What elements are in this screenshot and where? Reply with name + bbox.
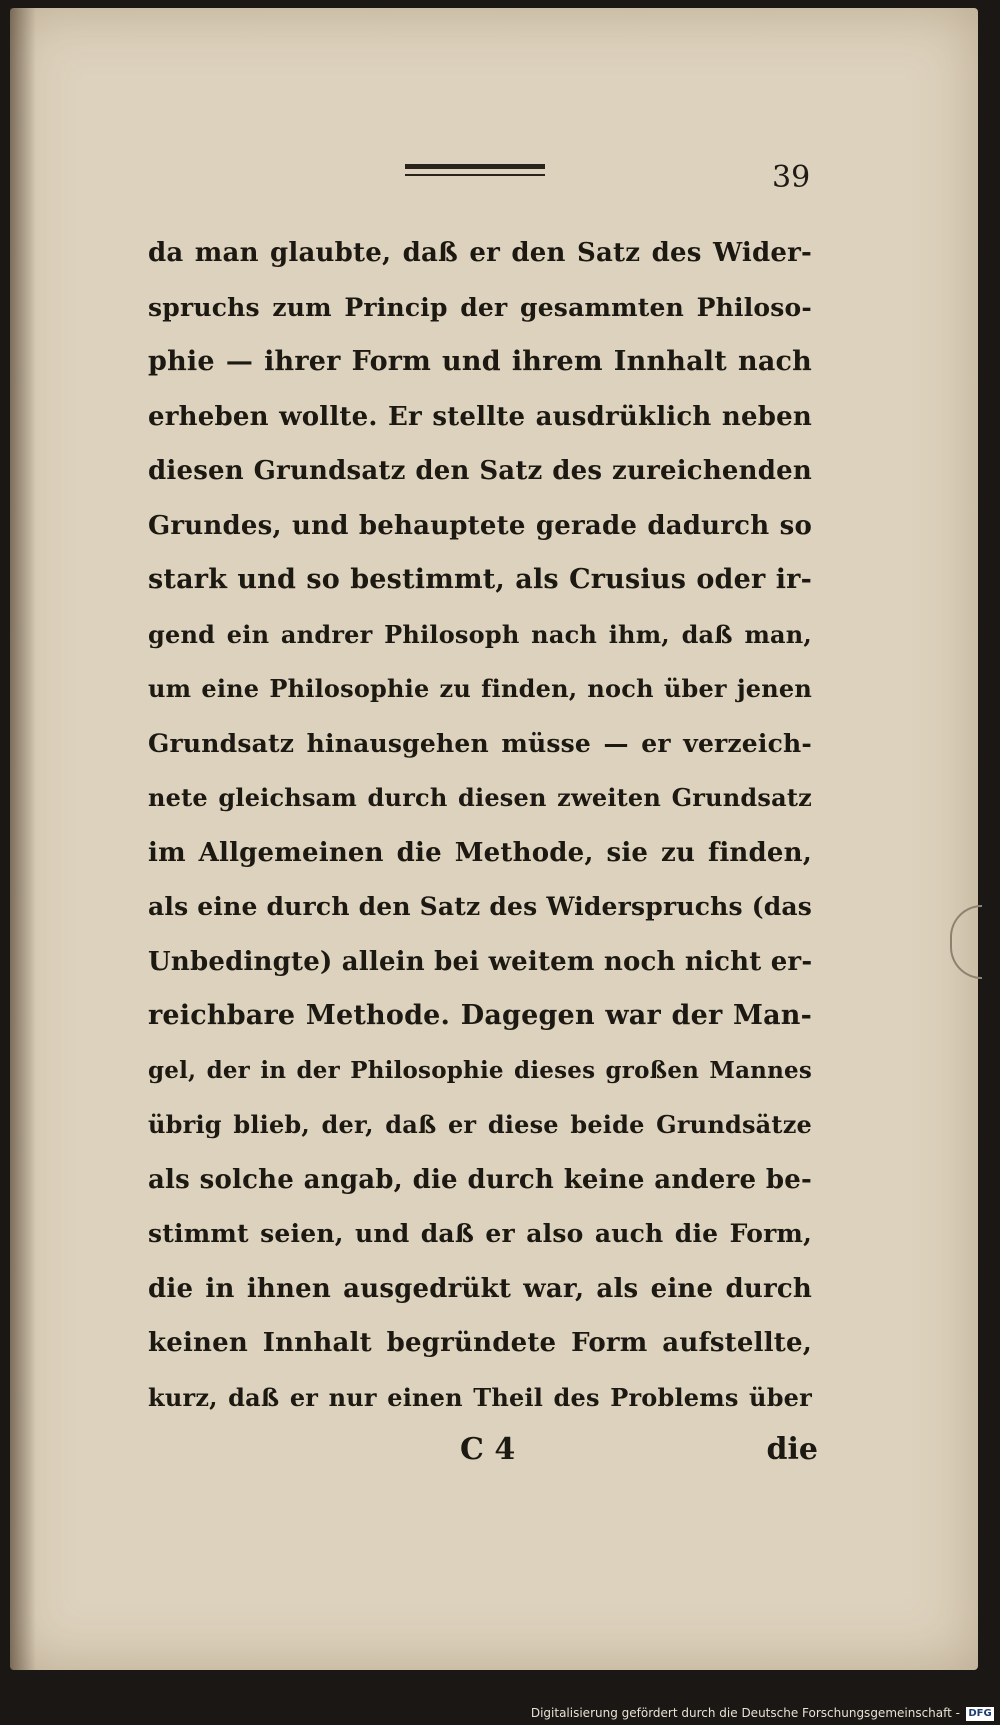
text-line: gend ein andrer Philosoph nach ihm, daß man, [148,619,812,649]
page-footer [148,1432,818,1482]
text-line: keinen Innhalt begründete Form aufstellte, [148,1328,812,1358]
text-line: stark und so bestimmt, als Crusius oder ir- [148,564,812,595]
text-line: da man glaubte, daß er den Satz des Wider- [148,238,812,268]
catchword: die [766,1432,818,1467]
text-line: phie — ihrer Form und ihrem Innhalt nach [148,346,812,377]
text-line: diesen Grundsatz den Satz des zureichenden [148,456,812,486]
text-line: kurz, daß er nur einen Theil des Problems über [148,1382,812,1412]
text-line: reichbare Methode. Dagegen war der Man- [148,1000,812,1031]
page-number: 39 [772,160,811,195]
digitization-credit: Digitalisierung gefördert durch die Deutsche Forschungsgemeinschaft - [530,1706,960,1720]
text-line: die in ihnen ausgedrükt war, als eine durch [148,1273,812,1304]
text-line: Unbedingte) allein bei weitem noch nicht er- [148,946,813,977]
text-line: nete gleichsam durch diesen zweiten Grundsatz [148,783,812,812]
text-line: spruchs zum Princip der gesammten Philoso- [148,292,812,322]
dfg-logo: DFG [966,1707,994,1721]
text-line: Grundsatz hinausgehen müsse — er verzeich- [148,728,812,758]
signature-mark: C 4 [460,1432,516,1467]
header-ornament [405,164,545,176]
text-line: als solche angab, die durch keine andere be- [148,1164,812,1195]
text-line: um eine Philosophie zu finden, noch über jenen [148,674,812,703]
text-line: gel, der in der Philosophie dieses großen Mannes [148,1056,812,1084]
text-line: erheben wollte. Er stellte ausdrüklich neben [148,401,812,432]
text-line: als eine durch den Satz des Widerspruchs (das [148,892,813,921]
text-line: Grundes, und behauptete gerade dadurch so [148,510,812,541]
body-text [148,226,812,1425]
text-line: stimmt seien, und daß er also auch die Form, [148,1219,812,1248]
spine-shadow [10,8,36,1670]
text-line: übrig blieb, der, daß er diese beide Grundsätze [148,1110,812,1139]
text-line: im Allgemeinen die Methode, sie zu finden, [148,837,812,868]
